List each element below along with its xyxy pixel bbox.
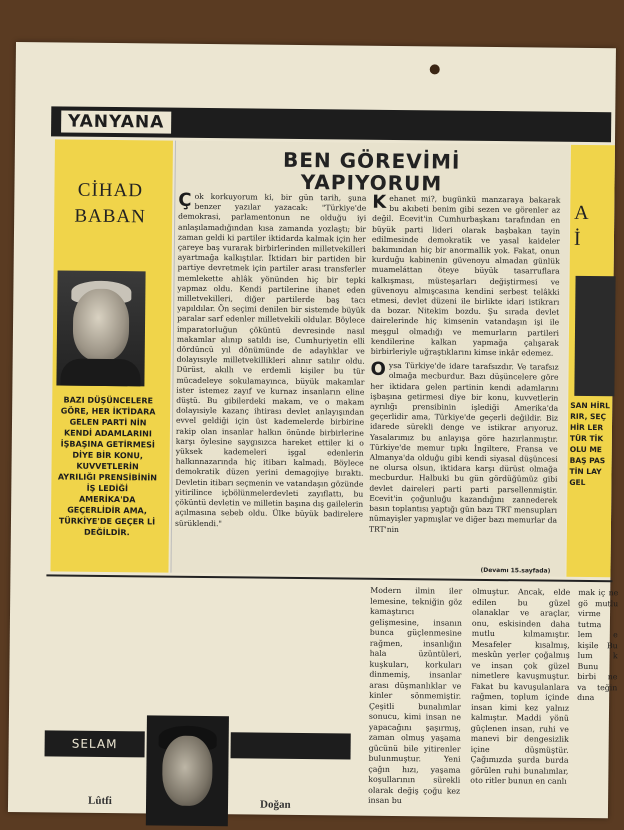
headline-line-1: BEN GÖREVİMİ xyxy=(282,147,461,174)
columnist-photo xyxy=(146,715,229,826)
byline-first-name: Lûtfi xyxy=(87,794,112,808)
selam-band xyxy=(231,732,351,759)
lower-column-2: olmuştur. Ancak, elde edilen bu güzel olanaklar ve araçlar, onu, eskisinden daha mutlu kılmamıştır. Mesafeler kısalmış, meskûn yerler çoğalmış ve insan çok güzel nimetlere kavuşmuştur. Fakat bu kavuşulanlara rağmen, toplum içinde insan kimi kez yalnız kalmıştır. Maddi yönü güçlenen insan, ruhi ve manevi bir dengesizlik içine düşmüştür. Çağımızda şurda burda görülen ruhi bunalımlar, oto ritler bunun en canlı xyxy=(470,586,571,786)
article-column-1-text: ok korkuyorum ki, bir gün tarih, şuna benzer yazılar yazacak: "Türkiye'de demokrasi, parlamentonun ne olduğu iyi anlaşılamadığından kısa zamanda yozlaştı; bir zaman geldi ki partiler iktidarda kalmak için her çareye baş vurarak birbirlerinden milletvekilleri ayartmağa kalkıştılar. İktidarı bir partiden bir partiye devretmek için partiler arası transferler memlekette ahlâk yönünden hiç bir tepki yapmaz oldu. Kendi partilerine ihanet eden milletvekilleri, diğer partilerde baş tacı yapıldılar. Ön seçimi denilen bir sistemde büyük paralar sarf edenler milletvekili oldular. Böylece imparatorluğun çöküntü devresinde nasıl makamlar alınıp satıldı ise, Cumhuriyetin elli dördüncü yıl dönümünde de adaylıklar ve dolayısıyle milletvekillikleri alınır satılır oldu. Dürüst, akıllı ve erdemli kişiler bu tür mücadeleye sokulamayınca, büyük makamlar ister istemez zayıf ve kurnaz insanların eline düştü. Bu gibilerdeki makam, ve o makam dolayısiyle kazanç ihtirası devlet anlayışından evvel geldiği için üst kademelerde birbirine rakip olan insanlar halkın önünde birbirlerine karşı öylesine saygısızca hareket ettiler ki o yüksek kademeleri işgal edenlerin halkınnazarında hiç itibarı kalmadı. Böylece demokratik düzen yerini demagojiye bıraktı. Devletin itibarı seçmenin ve vatandaşın gözünde yitirilince içbölünmelerdevleti zayıflattı, bu çöküntü devletin ve milletin başına dış gailelerin açılmasına sebeb oldu. Ülke büyük badirelere sürüklendi." xyxy=(174,191,367,528)
author-portrait xyxy=(56,270,145,386)
dropcap: O xyxy=(370,358,387,381)
portrait-face xyxy=(73,289,130,362)
newspaper-page xyxy=(8,42,619,818)
lower-column-3: mak iç ne gö mutlu virme tutma lem e kişile Bu lum k Bunu birbi ne va teğin dına xyxy=(577,587,619,703)
pull-quote: BAZI DÜŞÜNCELERE GÖRE, HER İKTİDARA GELEN PARTİ NİN KENDİ ADAMLARINI İŞBAŞINA GETİRMESİ DİYE BİR KONU, KUVVETLERİN AYRILIĞI PRENSİBİNİN İŞ LEDİĞİ AMERİKA'DA GEÇERLİDİR AMA, TÜRKİYE'DE GEÇER Lİ DEĞİLDİR. xyxy=(57,395,158,538)
lower-column-1: Modern ilmin iler lemesine, tekniğin göz kamaştırıcı gelişmesine, insanın bunca güçlenmesine rağmen, insanlığın hala üzüntüleri, kuşkuları, korkuları dinmemiş, insanlar arası düşmanlıklar ve kinler sönmemiştir. Çeşitli bunalımlar sonucu, kimi insan ne yapacağını şaşırmış, zaman olmuş yaşama gücünü bile yitirenler bulunmuştur. Yeni çağın hızı, yaşama koşullarının sürekli olarak değiş çoğu kez insan bu xyxy=(368,585,463,806)
article-column-2-text-1: ehanet mi?, bugünkü manzaraya bakarak bu akıbeti benim gibi sezen ve görenler az değil. Ecevit'in Cumhurbaşkanı tarafından en büyük parti lideri olarak başbakan tayin edilmesinde demokratik ve yasal kaideler bakımından hiç bir anormallik yok. Fakat, onun kurduğu kabinenin güvenoyu almadan günlük muameláttan öteye büyük tasarruflara kalkışması, müsteşarları değiştirmesi ve güvenoyu almışcasına kendini serbest telâkki etmesi, devlet düzeni ile birlikte idari istikrarı da bozar. Nitekim bozdu. Şu sırada devlet dairelerinde hiç kimsenin vatandaşın işi ile meşgul olmadığı ve memurların partileri kendilerine kalkan yapmağa çalışarak birbirleriyle uğraştıklarını kimse inkâr edemez. xyxy=(370,193,561,358)
continued-note: (Devamı 15.sayfada) xyxy=(480,566,551,575)
dropcap: K xyxy=(372,191,387,213)
article-column-2 xyxy=(368,191,561,537)
author-first-name: CİHAD xyxy=(77,179,144,202)
right-sidebar-photo xyxy=(574,276,615,396)
author-last-name: BABAN xyxy=(74,205,147,228)
right-sidebar-quote: SAN HİRL RIR, SEÇ HİR LER TÜR TİK OLU ME BAŞ PAS TİN LAY GEL xyxy=(569,400,610,487)
byline-last-name: Doğan xyxy=(259,798,291,811)
selam-label: SELAM xyxy=(45,730,145,757)
article-headline xyxy=(174,148,568,196)
punch-hole xyxy=(430,64,440,74)
article-column-1 xyxy=(174,189,367,531)
article-column-2-text-2: ysa Türkiye'de idare tarafsızdır. Ve tarafsız olmağa mecburdur. Bazı düşüncelere göre her iktidara gelen partinin kendi adamlarını işbaşına getirmesi diye bir konu, kuvvetlerin ayrılığı prensibinin işlediği Amerika'da geçerlidir ama, Türkiye'de geçerli değildir. Biz idarede sürekli denge ve istikrar arıyoruz. Yasalarımız bu anlayışa göre hazırlanmıştır. Türkiye'de memur tıpkı İngiltere, Fransa ve Almanya'da olduğu gibi kendi siyasal düşüncesi ne olursa olsun, iktidara karşı dürüst olmağa mecburdur. Halbuki bu gün gördüğümüz gibi devlet daireleri parti parti parsellenmiştir. Ecevit'in çoğunluğu kazandığını zannederek basın toplantısı yaptığı gün bazı TRT mensupları nümayişler yapmışlar ve diğer bazı memurlar da TRT'nin xyxy=(368,361,559,534)
section-label: YANYANA xyxy=(61,110,171,133)
dropcap: Ç xyxy=(178,189,192,211)
portrait-suit xyxy=(60,358,140,386)
photo-face xyxy=(162,736,213,807)
headline-line-2: YAPIYORUM xyxy=(300,169,443,196)
right-sidebar-heading: A İ xyxy=(573,201,589,250)
author-name xyxy=(60,177,161,230)
